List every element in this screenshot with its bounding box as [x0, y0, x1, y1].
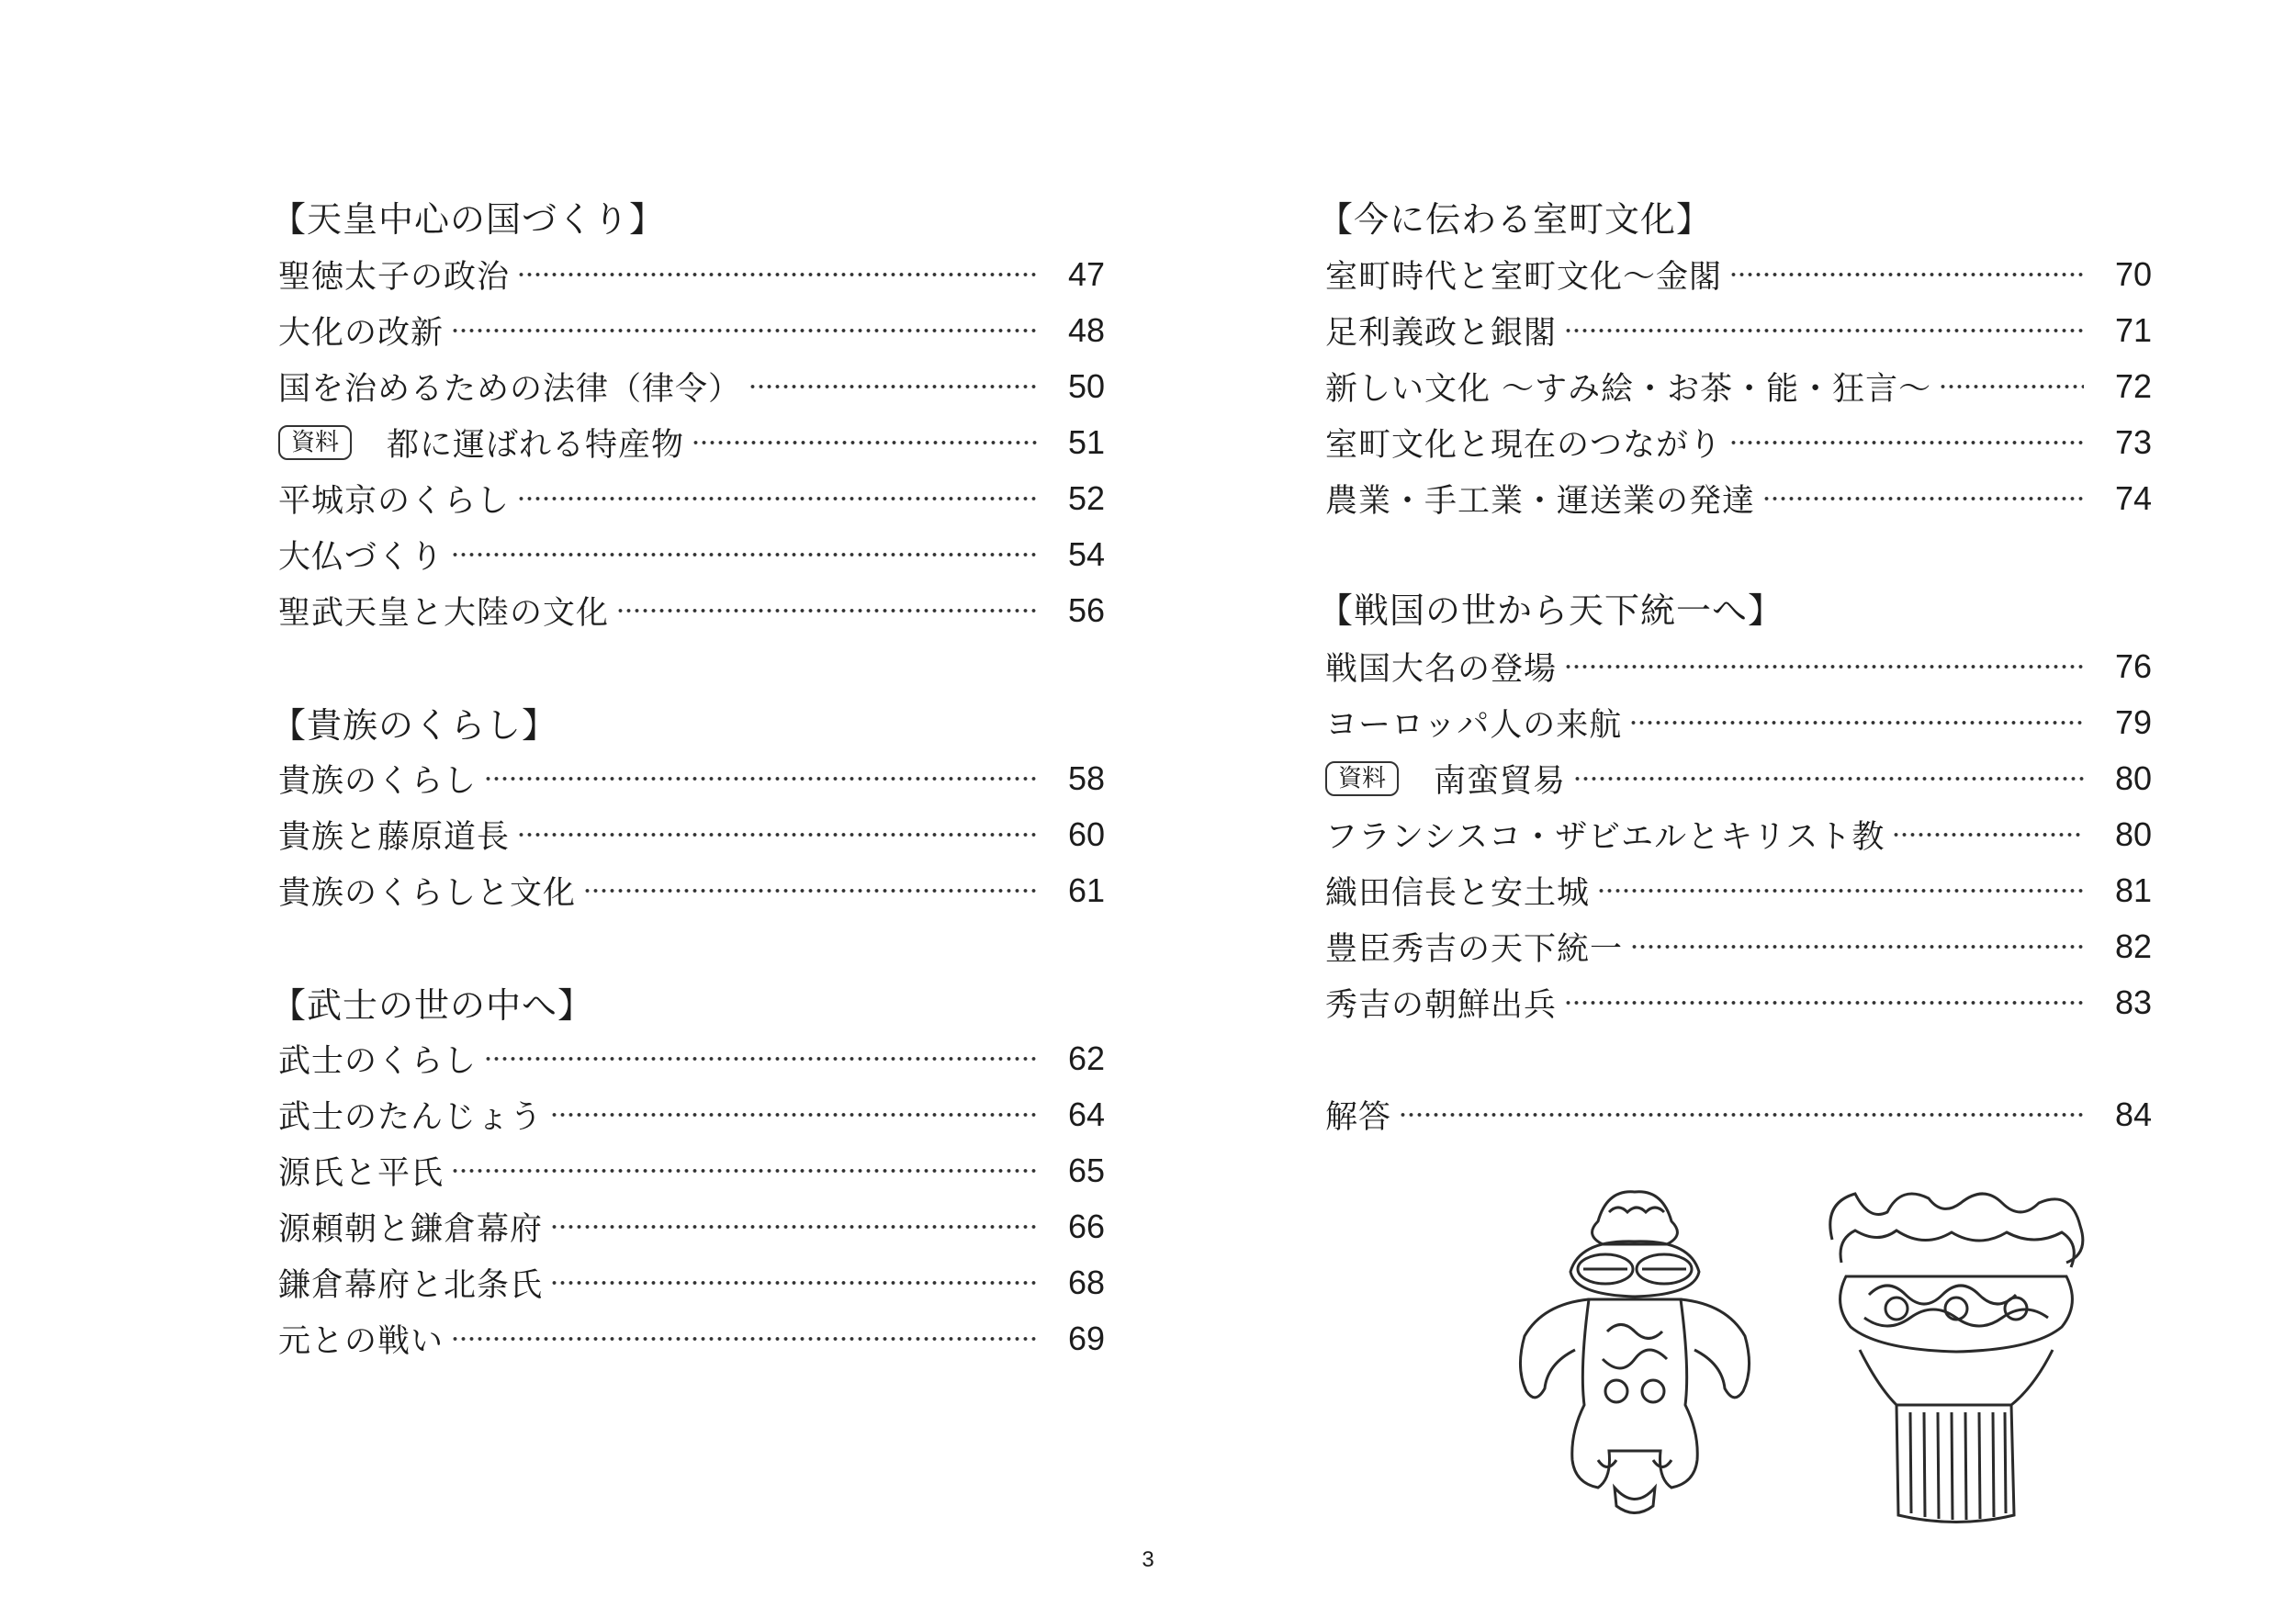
toc-entry[interactable] [1325, 365, 2152, 409]
toc-entry[interactable] [1325, 477, 2152, 521]
resource-badge: 資料 [278, 425, 352, 460]
toc-entry-label: 武士のくらし [278, 1043, 478, 1080]
toc-entry[interactable] [1325, 757, 2152, 801]
toc-entry[interactable] [278, 365, 1105, 409]
dot-leader [1399, 1109, 2084, 1120]
toc-entry[interactable] [1325, 253, 2152, 297]
toc-entry-page: 48 [1067, 311, 1105, 349]
dot-leader [550, 1109, 1037, 1120]
toc-entry-page: 61 [1067, 871, 1105, 909]
section-title-warring-states: 【戦国の世から天下統一へ】 [1318, 590, 1784, 631]
toc-entry[interactable] [278, 309, 1105, 353]
toc-entry-page: 65 [1067, 1152, 1105, 1189]
toc-entry-page: 82 [2114, 927, 2152, 965]
toc-entry-label: 源氏と平氏 [278, 1155, 445, 1192]
toc-entry-label: 農業・手工業・運送業の発達 [1325, 483, 1756, 520]
toc-entry-page: 56 [1067, 591, 1105, 629]
section-title-aristocrat-life: 【貴族のくらし】 [271, 705, 558, 746]
toc-entry[interactable] [278, 869, 1105, 913]
dot-leader [616, 605, 1037, 616]
toc-entry-page: 54 [1067, 535, 1105, 573]
toc-entry-label: 戦国大名の登場 [1325, 651, 1558, 688]
section-title-muromachi-culture: 【今に伝わる室町文化】 [1318, 199, 1713, 240]
dot-leader [748, 381, 1037, 392]
toc-entry[interactable] [1325, 925, 2152, 969]
toc-entry[interactable] [1325, 701, 2152, 745]
dot-leader [1939, 381, 2084, 392]
toc-entry-label: 貴族のくらし [278, 763, 478, 800]
dot-leader [1729, 437, 2084, 448]
toc-entry[interactable] [278, 253, 1105, 297]
toc-entry-page: 73 [2114, 423, 2152, 461]
toc-entry-page: 69 [1067, 1320, 1105, 1357]
toc-entry-answers[interactable] [1325, 1093, 2152, 1137]
toc-entry-label: 秀吉の朝鮮出兵 [1325, 987, 1558, 1024]
toc-entry-label: 解答 [1325, 1099, 1392, 1136]
dot-leader [484, 773, 1037, 784]
dot-leader [550, 1277, 1037, 1288]
dot-leader [451, 1165, 1037, 1176]
toc-entry-page: 58 [1067, 759, 1105, 797]
dot-leader [550, 1221, 1037, 1232]
dot-leader [1564, 661, 2084, 672]
dot-leader [583, 885, 1037, 896]
toc-entry-label: 貴族と藤原道長 [278, 819, 511, 856]
toc-entry-label: 聖武天皇と大陸の文化 [278, 595, 610, 632]
toc-entry-page: 68 [1067, 1264, 1105, 1301]
toc-entry-page: 66 [1067, 1208, 1105, 1245]
toc-entry[interactable] [278, 1205, 1105, 1249]
toc-entry-page: 80 [2114, 815, 2152, 853]
toc-entry[interactable] [278, 477, 1105, 521]
toc-entry-label: 室町文化と現在のつながり [1325, 427, 1723, 464]
toc-entry[interactable] [278, 1261, 1105, 1305]
jomon-flame-pot-icon [1814, 1175, 2099, 1543]
toc-entry-label: 平城京のくらし [278, 483, 511, 520]
toc-entry[interactable] [1325, 869, 2152, 913]
dot-leader [517, 829, 1037, 840]
toc-entry-label: 室町時代と室町文化～金閣 [1325, 259, 1723, 296]
section-title-emperor-centered-nation: 【天皇中心の国づくり】 [271, 199, 666, 240]
toc-entry[interactable] [1325, 981, 2152, 1025]
toc-entry[interactable] [278, 757, 1105, 801]
dot-leader [1597, 885, 2084, 896]
toc-entry-page: 83 [2114, 983, 2152, 1021]
toc-entry-page: 76 [2114, 647, 2152, 685]
toc-entry[interactable] [1325, 645, 2152, 689]
toc-entry-page: 64 [1067, 1096, 1105, 1133]
toc-entry[interactable] [278, 1149, 1105, 1193]
dot-leader [484, 1053, 1037, 1064]
toc-entry-page: 72 [2114, 367, 2152, 405]
dot-leader [1630, 941, 2084, 952]
toc-entry[interactable] [278, 813, 1105, 857]
dot-leader [451, 325, 1037, 336]
dot-leader [692, 437, 1037, 448]
dot-leader [1892, 829, 2084, 840]
toc-entry-label: 貴族のくらしと文化 [278, 875, 577, 912]
toc-entry[interactable] [278, 1037, 1105, 1081]
toc-entry-label: 大仏づくり [278, 539, 445, 576]
toc-entry[interactable] [1325, 813, 2152, 857]
page-number: 3 [1142, 1547, 1154, 1572]
toc-entry-label: 都に運ばれる特産物 [387, 427, 685, 464]
dogu-figurine-icon [1506, 1185, 1763, 1534]
dot-leader [517, 269, 1037, 280]
toc-entry-label: 織田信長と安土城 [1325, 875, 1591, 912]
toc-entry-page: 71 [2114, 311, 2152, 349]
toc-entry-label: フランシスコ・ザビエルとキリスト教 [1325, 819, 1885, 856]
toc-entry[interactable] [278, 533, 1105, 577]
toc-entry[interactable] [1325, 421, 2152, 465]
dot-leader [517, 493, 1037, 504]
toc-entry-label: ヨーロッパ人の来航 [1325, 707, 1623, 744]
toc-entry-page: 84 [2114, 1096, 2152, 1133]
section-title-samurai-era: 【武士の世の中へ】 [271, 985, 594, 1026]
toc-entry-page: 62 [1067, 1039, 1105, 1077]
toc-entry-label: 聖徳太子の政治 [278, 259, 511, 296]
toc-entry-label: 南蛮貿易 [1434, 763, 1567, 800]
toc-entry-page: 70 [2114, 255, 2152, 293]
dot-leader [1573, 773, 2084, 784]
toc-entry-page: 80 [2114, 759, 2152, 797]
dot-leader [1762, 493, 2084, 504]
toc-entry-label: 足利義政と銀閣 [1325, 315, 1558, 352]
dot-leader [1564, 997, 2084, 1008]
toc-entry-page: 50 [1067, 367, 1105, 405]
toc-entry-page: 51 [1067, 423, 1105, 461]
toc-entry-page: 81 [2114, 871, 2152, 909]
dot-leader [451, 549, 1037, 560]
toc-entry-label: 豊臣秀吉の天下統一 [1325, 931, 1624, 968]
dot-leader [1729, 269, 2084, 280]
dot-leader [1629, 717, 2084, 728]
dot-leader [1564, 325, 2084, 336]
toc-entry-label: 新しい文化 ～すみ絵・お茶・能・狂言～ [1325, 371, 1932, 408]
dot-leader [451, 1333, 1037, 1344]
toc-entry-label: 鎌倉幕府と北条氏 [278, 1267, 544, 1304]
toc-entry-label: 元との戦い [278, 1323, 445, 1360]
toc-entry-page: 60 [1067, 815, 1105, 853]
toc-entry-label: 源頼朝と鎌倉幕府 [278, 1211, 544, 1248]
toc-entry[interactable] [278, 589, 1105, 633]
toc-entry[interactable] [278, 1317, 1105, 1361]
toc-entry-label: 国を治めるための法律（律令） [278, 371, 742, 408]
toc-entry-page: 79 [2114, 703, 2152, 741]
toc-entry-page: 52 [1067, 479, 1105, 517]
toc-entry[interactable] [1325, 309, 2152, 353]
resource-badge: 資料 [1325, 761, 1399, 796]
toc-entry[interactable] [278, 421, 1105, 465]
toc-entry-page: 47 [1067, 255, 1105, 293]
toc-entry-page: 74 [2114, 479, 2152, 517]
toc-entry[interactable] [278, 1093, 1105, 1137]
toc-entry-label: 武士のたんじょう [278, 1099, 544, 1136]
toc-entry-label: 大化の改新 [278, 315, 445, 352]
